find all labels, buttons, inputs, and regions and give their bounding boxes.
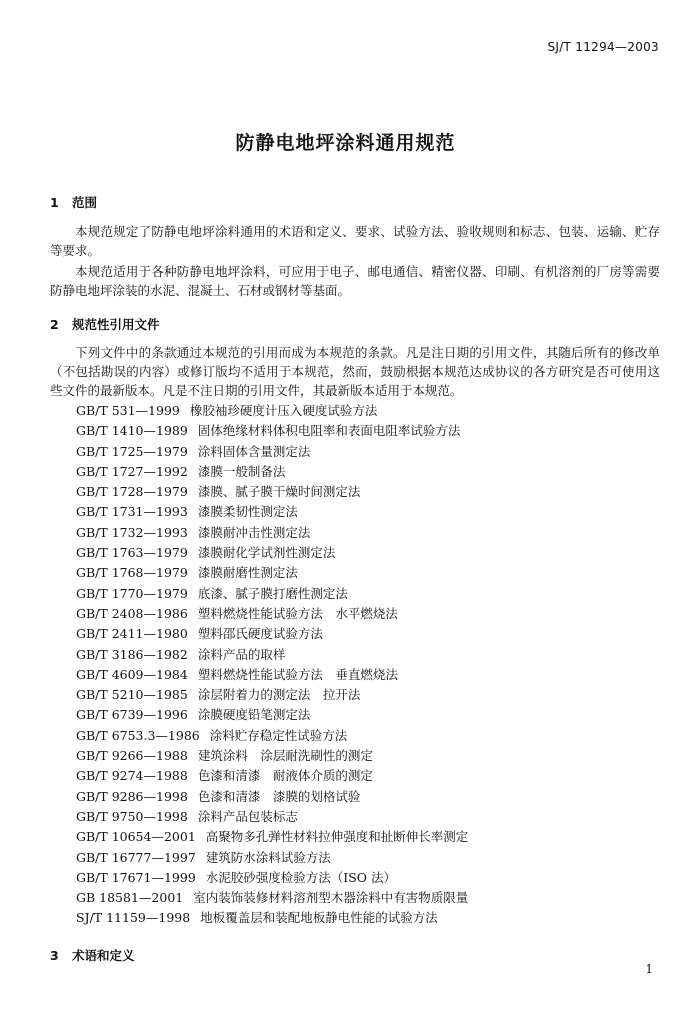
reference-item <box>76 624 468 644</box>
reference-title: 涂料固体含量测定法 <box>197 443 311 459</box>
section-number: 2 <box>50 317 59 332</box>
reference-code: GB/T 1732—1993 <box>76 524 188 540</box>
reference-code: GB/T 16777—1997 <box>76 849 196 865</box>
section-title: 范围 <box>72 195 98 210</box>
reference-item <box>76 726 468 746</box>
reference-code: GB/T 10654—2001 <box>76 829 196 845</box>
reference-item <box>76 848 468 868</box>
reference-code: GB/T 5210—1985 <box>76 687 188 703</box>
reference-title: 底漆、腻子膜打磨性测定法 <box>197 585 348 601</box>
reference-title: 水泥胶砂强度检验方法（ISO 法） <box>205 869 397 885</box>
reference-code: GB 18581—2001 <box>76 890 184 906</box>
reference-item <box>76 584 468 604</box>
reference-code: GB/T 6739—1996 <box>76 707 188 723</box>
reference-code: SJ/T 11159—1998 <box>76 910 191 926</box>
reference-item <box>76 665 468 685</box>
reference-item <box>76 888 468 908</box>
reference-title: 漆膜柔韧性测定法 <box>197 504 298 520</box>
reference-title: 涂料产品的取样 <box>197 646 286 662</box>
reference-item <box>76 482 468 502</box>
reference-title: 漆膜一般制备法 <box>197 463 286 479</box>
reference-item <box>76 401 468 421</box>
reference-code: GB/T 1725—1979 <box>76 443 188 459</box>
reference-title: 地板覆盖层和装配地板静电性能的试验方法 <box>200 910 438 926</box>
scope-paragraph-2: 本规范适用于各种防静电地坪涂料，可应用于电子、邮电通信、精密仪器、印刷、有机溶剂的厂房等需要防静电地坪涂装的水泥、混凝土、石材或钢材等基面。 <box>50 264 660 298</box>
section-heading-normative-refs <box>50 315 160 333</box>
reference-title: 漆膜耐冲击性测定法 <box>197 524 311 540</box>
reference-code: GB/T 1768—1979 <box>76 565 188 581</box>
reference-code: GB/T 1763—1979 <box>76 545 188 561</box>
reference-item <box>76 442 468 462</box>
section-title: 术语和定义 <box>72 948 135 963</box>
section-heading-terms <box>50 946 135 964</box>
section-number: 1 <box>50 195 59 210</box>
reference-item <box>76 462 468 482</box>
reference-title: 建筑防水涂料试验方法 <box>205 849 331 865</box>
reference-item <box>76 421 468 441</box>
page-number: 1 <box>645 962 653 976</box>
reference-item <box>76 563 468 583</box>
section-number: 3 <box>50 948 59 963</box>
reference-code: GB/T 1731—1993 <box>76 504 188 520</box>
reference-item <box>76 685 468 705</box>
reference-item <box>76 604 468 624</box>
reference-title: 涂料贮存稳定性试验方法 <box>209 727 348 743</box>
reference-item <box>76 807 468 827</box>
normative-refs-intro: 下列文件中的条款通过本规范的引用而成为本规范的条款。凡是注日期的引用文件，其随后所有的修改单（不包括勘误的内容）或修订版均不适用于本规范，然而，鼓励根据本规范达成协议的各方研究是否可使用这些文件的最新版本。凡是不注日期的引用文件，其最新版本适用于本规范。 <box>50 345 660 398</box>
reference-code: GB/T 17671—1999 <box>76 869 196 885</box>
reference-title: 建筑涂料 涂层耐洗刷性的测定 <box>197 748 373 764</box>
standard-code: SJ/T 11294—2003 <box>547 40 659 54</box>
reference-title: 涂料产品包装标志 <box>197 808 298 824</box>
reference-item <box>76 645 468 665</box>
reference-item <box>76 766 468 786</box>
reference-item <box>76 827 468 847</box>
reference-title: 漆膜、腻子膜干燥时间测定法 <box>197 484 361 500</box>
reference-title: 涂膜硬度铅笔测定法 <box>197 707 311 723</box>
reference-title: 塑料燃烧性能试验方法 垂直燃烧法 <box>197 666 398 682</box>
reference-code: GB/T 9274—1988 <box>76 768 188 784</box>
reference-code: GB/T 3186—1982 <box>76 646 188 662</box>
reference-title: 色漆和清漆 耐液体介质的测定 <box>197 768 373 784</box>
reference-item <box>76 787 468 807</box>
reference-code: GB/T 6753.3—1986 <box>76 727 200 743</box>
reference-code: GB/T 1727—1992 <box>76 463 188 479</box>
reference-item <box>76 908 468 928</box>
reference-item <box>76 523 468 543</box>
reference-title: 漆膜耐化学试剂性测定法 <box>197 545 336 561</box>
reference-code: GB/T 1728—1979 <box>76 484 188 500</box>
scope-paragraph-1: 本规范规定了防静电地坪涂料通用的术语和定义、要求、试验方法、验收规则和标志、包装、运输、贮存等要求。 <box>50 224 660 258</box>
reference-title: 色漆和清漆 漆膜的划格试验 <box>197 788 361 804</box>
document-title: 防静电地坪涂料通用规范 <box>235 132 456 154</box>
reference-item <box>76 868 468 888</box>
section-heading-scope <box>50 193 97 211</box>
reference-title: 橡胶袖珍硬度计压入硬度试验方法 <box>189 403 378 418</box>
reference-title: 涂层附着力的测定法 拉开法 <box>197 687 361 703</box>
reference-code: GB/T 9286—1998 <box>76 788 188 804</box>
reference-code: GB/T 2411—1980 <box>76 626 188 642</box>
reference-code: GB/T 9750—1998 <box>76 808 188 824</box>
reference-code: GB/T 4609—1984 <box>76 666 188 682</box>
reference-code: GB/T 531—1999 <box>76 403 180 418</box>
reference-title: 固体绝缘材料体积电阻率和表面电阻率试验方法 <box>197 423 461 439</box>
reference-code: GB/T 2408—1986 <box>76 605 188 621</box>
reference-item <box>76 746 468 766</box>
reference-title: 室内装饰装修材料溶剂型木器涂料中有害物质限量 <box>193 890 469 906</box>
reference-code: GB/T 1770—1979 <box>76 585 188 601</box>
reference-item <box>76 502 468 522</box>
reference-list <box>76 401 468 929</box>
reference-code: GB/T 1410—1989 <box>76 423 188 439</box>
reference-title: 漆膜耐磨性测定法 <box>197 565 298 581</box>
reference-title: 塑料燃烧性能试验方法 水平燃烧法 <box>197 605 398 621</box>
reference-title: 高聚物多孔弹性材料拉伸强度和扯断伸长率测定 <box>205 829 469 845</box>
reference-code: GB/T 9266—1988 <box>76 748 188 764</box>
reference-title: 塑料邵氏硬度试验方法 <box>197 626 323 642</box>
section-title: 规范性引用文件 <box>72 317 160 332</box>
reference-item <box>76 543 468 563</box>
reference-item <box>76 705 468 725</box>
